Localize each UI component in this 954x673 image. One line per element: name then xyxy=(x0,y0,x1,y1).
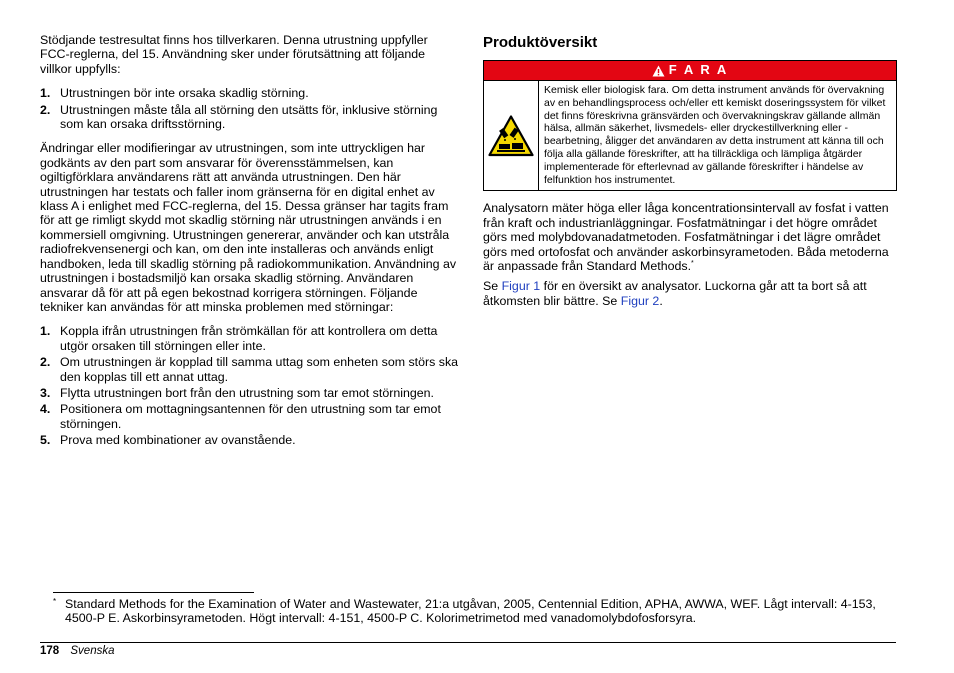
list-text: Koppla ifrån utrustningen från strömkällan för att kontrollera om detta utgör orsaken till störningen eller inte. xyxy=(60,324,438,353)
list-item xyxy=(40,433,460,447)
footnote-mark: * xyxy=(53,597,57,606)
page-footer xyxy=(40,644,115,658)
page-language: Svenska xyxy=(70,645,115,657)
list-number: 2. xyxy=(40,102,51,117)
see-text-3: . xyxy=(659,293,663,308)
section-heading: Produktöversikt xyxy=(483,34,598,51)
list-number: 4. xyxy=(40,402,51,417)
interference-techniques-list xyxy=(40,324,460,447)
list-number: 1. xyxy=(40,86,51,101)
list-item xyxy=(40,324,460,353)
list-item xyxy=(40,86,460,100)
analyzer-paragraph xyxy=(483,201,897,273)
list-text: Utrustningen bör inte orsaka skadlig störning. xyxy=(60,86,309,101)
left-column xyxy=(40,33,460,458)
list-item xyxy=(40,386,460,400)
list-text: Prova med kombinationer av ovanstående. xyxy=(60,433,296,448)
list-number: 5. xyxy=(40,433,51,448)
modifications-paragraph: Ändringar eller modifieringar av utrustningen, som inte uttryckligen har godkänts av den part som ansvarar för överensstämmelsen, kan ogiltigförklara användarens rätt att använda utrustningen. Den här utrustningen har testats och faller inom gränserna för en digital enhet av klass A i enlighet med FCC-reglerna, del 15. Dessa gränser har tagits fram för att ge rimligt skydd mot skadlig störning när utrustningen används i en kommersiell omgivning. Utrustningen genererar, använder och kan utstråla radiofrekvensenergi och kan, om den inte installeras och används enligt handboken, leda till skadlig störning på radiokommunikation. Användning av utrustningen i bostadsmiljö kan orsaka skadlig störning. Användaren ansvarar då för att på egen bekostnad korrigera störningen. Följande tekniker kan användas för att minska problemen med störningar: xyxy=(40,141,457,314)
footer-divider xyxy=(40,642,896,643)
footnote-text: Standard Methods for the Examination of Water and Wastewater, 21:a utgåvan, 2005, Centennial Edition, APHA, AWWA, WEF. Lågt intervall: 4-153, 4500-P E. Askorbinsyrametoden. Högt intervall: 4-151, 4500-P C. Kolorimetrimetod med vanadomolybdofosforsyra. xyxy=(65,597,876,626)
list-text: Positionera om mottagningsantennen för den utrustning som tar emot störningen. xyxy=(60,402,441,431)
list-text: Om utrustningen är kopplad till samma uttag som enheten som störs ska den kopplas till ett annat uttag. xyxy=(60,355,459,384)
danger-icon-cell xyxy=(484,81,539,190)
list-text: Utrustningen måste tåla all störning den utsätts för, inklusive störning som kan orsaka driftsstörning. xyxy=(60,102,438,132)
list-number: 2. xyxy=(40,355,51,370)
figure-1-link[interactable]: Figur 1 xyxy=(501,279,541,294)
warning-triangle-icon xyxy=(652,65,665,77)
list-number: 1. xyxy=(40,324,51,339)
footnote-reference[interactable]: * xyxy=(691,259,694,267)
page-number: 178 xyxy=(40,645,60,657)
danger-header xyxy=(484,61,896,81)
see-text-2: för en översikt av analysator. Luckorna går att ta bort så att åtkomsten blir bättre. Se xyxy=(483,279,867,308)
corrosive-hazard-icon xyxy=(488,115,534,157)
fcc-intro-paragraph: Stödjande testresultat finns hos tillverkaren. Denna utrustning uppfyller FCC-reglerna, del 15. Användning sker under förutsättning att följande villkor uppfylls: xyxy=(40,33,428,76)
analyzer-text: Analysatorn mäter höga eller låga koncentrationsintervall av fosfat i vatten från kraft och industrianläggningar. Fosfatmätningar i det högre området görs med molybdovanadatmetoden. Fosfatmätningar i det lägre området görs med ortofosfat och använder askorbinsyrametoden. Båda metoderna är anpassade från Standard Methods. xyxy=(483,201,889,273)
list-item xyxy=(40,355,460,384)
danger-notice xyxy=(483,60,897,191)
danger-body xyxy=(484,81,896,190)
list-item xyxy=(40,103,460,132)
danger-text: Kemisk eller biologisk fara. Om detta instrument används för övervakning av en behandlingsprocess och/eller ett kemiskt doseringssystem för vilket det finns föreskrivna gränsvärden och övervakningskrav gällande allmän hälsa, allmän säkerhet, livsmedels- eller dryckestillverkning eller -bearbetning, åligger det användaren av detta instrument att känna till och följa alla gällande föreskrifter, att ha tillräckliga och lämpliga åtgärder implementerade för efterlevnad av gällande föreskrifter i händelse av felfunktion hos instrumentet. xyxy=(544,84,886,186)
see-text-1: Se xyxy=(483,279,502,294)
figure-reference-paragraph xyxy=(483,279,897,308)
footnote-divider xyxy=(53,592,254,593)
fcc-conditions-list xyxy=(40,86,460,131)
list-item xyxy=(40,402,460,431)
list-text: Flytta utrustningen bort från den utrustning som tar emot störningen. xyxy=(60,385,434,400)
danger-label: F A R A xyxy=(668,62,729,78)
right-column xyxy=(483,33,897,308)
footnote xyxy=(53,597,893,626)
figure-2-link[interactable]: Figur 2 xyxy=(620,293,660,308)
list-number: 3. xyxy=(40,385,51,400)
